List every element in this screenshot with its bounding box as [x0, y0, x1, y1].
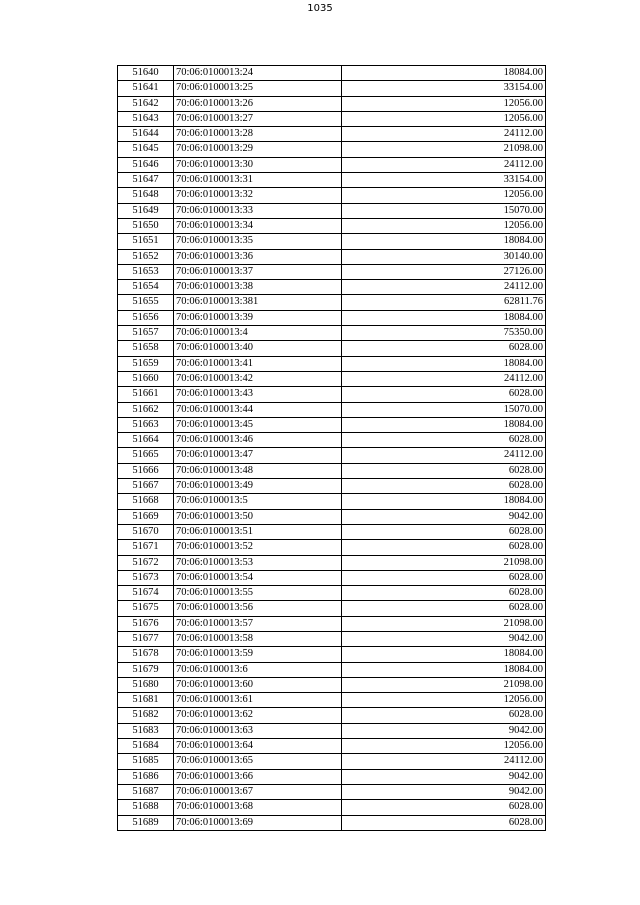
cadastral-number-cell: 70:06:0100013:53 [174, 555, 342, 570]
table-row [118, 800, 546, 815]
row-number-cell: 51674 [118, 586, 174, 601]
row-number-cell: 51667 [118, 479, 174, 494]
cadastral-number-cell: 70:06:0100013:69 [174, 815, 342, 830]
table-row [118, 555, 546, 570]
table-row [118, 142, 546, 157]
table-row [118, 509, 546, 524]
cadastral-number-cell: 70:06:0100013:34 [174, 218, 342, 233]
value-cell: 6028.00 [342, 341, 546, 356]
value-cell: 6028.00 [342, 463, 546, 478]
table-row [118, 295, 546, 310]
row-number-cell: 51653 [118, 264, 174, 279]
table-body [118, 66, 546, 831]
cadastral-number-cell: 70:06:0100013:30 [174, 157, 342, 172]
cadastral-number-cell: 70:06:0100013:66 [174, 769, 342, 784]
value-cell: 12056.00 [342, 188, 546, 203]
cadastral-number-cell: 70:06:0100013:36 [174, 249, 342, 264]
table-row [118, 157, 546, 172]
table-row [118, 310, 546, 325]
row-number-cell: 51676 [118, 616, 174, 631]
row-number-cell: 51656 [118, 310, 174, 325]
value-cell: 6028.00 [342, 800, 546, 815]
table-row [118, 601, 546, 616]
row-number-cell: 51648 [118, 188, 174, 203]
table-row [118, 631, 546, 646]
row-number-cell: 51650 [118, 218, 174, 233]
cadastral-number-cell: 70:06:0100013:41 [174, 356, 342, 371]
value-cell: 6028.00 [342, 815, 546, 830]
value-cell: 27126.00 [342, 264, 546, 279]
row-number-cell: 51647 [118, 173, 174, 188]
row-number-cell: 51641 [118, 81, 174, 96]
cadastral-number-cell: 70:06:0100013:40 [174, 341, 342, 356]
cadastral-number-cell: 70:06:0100013:49 [174, 479, 342, 494]
table-row [118, 66, 546, 81]
value-cell: 9042.00 [342, 723, 546, 738]
cadastral-number-cell: 70:06:0100013:4 [174, 326, 342, 341]
table-row [118, 524, 546, 539]
table-row [118, 479, 546, 494]
row-number-cell: 51689 [118, 815, 174, 830]
cadastral-number-cell: 70:06:0100013:54 [174, 570, 342, 585]
table-row [118, 586, 546, 601]
row-number-cell: 51652 [118, 249, 174, 264]
cadastral-number-cell: 70:06:0100013:6 [174, 662, 342, 677]
cadastral-number-cell: 70:06:0100013:50 [174, 509, 342, 524]
table-row [118, 677, 546, 692]
cadastral-value-table [117, 65, 546, 831]
table-row [118, 723, 546, 738]
table-row [118, 754, 546, 769]
page-number: 1035 [307, 3, 333, 14]
cadastral-number-cell: 70:06:0100013:42 [174, 371, 342, 386]
cadastral-number-cell: 70:06:0100013:58 [174, 631, 342, 646]
row-number-cell: 51679 [118, 662, 174, 677]
cadastral-number-cell: 70:06:0100013:29 [174, 142, 342, 157]
table-row [118, 371, 546, 386]
row-number-cell: 51672 [118, 555, 174, 570]
value-cell: 33154.00 [342, 81, 546, 96]
row-number-cell: 51675 [118, 601, 174, 616]
cadastral-number-cell: 70:06:0100013:381 [174, 295, 342, 310]
cadastral-number-cell: 70:06:0100013:61 [174, 693, 342, 708]
row-number-cell: 51683 [118, 723, 174, 738]
cadastral-number-cell: 70:06:0100013:64 [174, 739, 342, 754]
table-row [118, 570, 546, 585]
table-row [118, 326, 546, 341]
cadastral-number-cell: 70:06:0100013:55 [174, 586, 342, 601]
value-cell: 21098.00 [342, 677, 546, 692]
row-number-cell: 51655 [118, 295, 174, 310]
row-number-cell: 51673 [118, 570, 174, 585]
value-cell: 18084.00 [342, 234, 546, 249]
value-cell: 9042.00 [342, 631, 546, 646]
row-number-cell: 51669 [118, 509, 174, 524]
value-cell: 24112.00 [342, 157, 546, 172]
table-row [118, 341, 546, 356]
row-number-cell: 51671 [118, 540, 174, 555]
cadastral-number-cell: 70:06:0100013:37 [174, 264, 342, 279]
cadastral-number-cell: 70:06:0100013:24 [174, 66, 342, 81]
value-cell: 6028.00 [342, 524, 546, 539]
value-cell: 24112.00 [342, 448, 546, 463]
cadastral-number-cell: 70:06:0100013:38 [174, 280, 342, 295]
value-cell: 15070.00 [342, 402, 546, 417]
row-number-cell: 51668 [118, 494, 174, 509]
row-number-cell: 51665 [118, 448, 174, 463]
value-cell: 6028.00 [342, 433, 546, 448]
value-cell: 24112.00 [342, 371, 546, 386]
cadastral-number-cell: 70:06:0100013:25 [174, 81, 342, 96]
row-number-cell: 51640 [118, 66, 174, 81]
value-cell: 6028.00 [342, 708, 546, 723]
value-cell: 33154.00 [342, 173, 546, 188]
cadastral-number-cell: 70:06:0100013:44 [174, 402, 342, 417]
value-cell: 30140.00 [342, 249, 546, 264]
row-number-cell: 51659 [118, 356, 174, 371]
value-cell: 6028.00 [342, 479, 546, 494]
table-row [118, 417, 546, 432]
row-number-cell: 51661 [118, 387, 174, 402]
value-cell: 18084.00 [342, 310, 546, 325]
table-row [118, 662, 546, 677]
table-row [118, 264, 546, 279]
value-cell: 18084.00 [342, 356, 546, 371]
table-row [118, 387, 546, 402]
cadastral-number-cell: 70:06:0100013:45 [174, 417, 342, 432]
cadastral-number-cell: 70:06:0100013:51 [174, 524, 342, 539]
table-row [118, 647, 546, 662]
table-row [118, 218, 546, 233]
row-number-cell: 51644 [118, 127, 174, 142]
cadastral-number-cell: 70:06:0100013:68 [174, 800, 342, 815]
table-row [118, 739, 546, 754]
row-number-cell: 51685 [118, 754, 174, 769]
table-row [118, 234, 546, 249]
value-cell: 6028.00 [342, 601, 546, 616]
value-cell: 21098.00 [342, 616, 546, 631]
value-cell: 12056.00 [342, 111, 546, 126]
row-number-cell: 51666 [118, 463, 174, 478]
value-cell: 6028.00 [342, 586, 546, 601]
table-row [118, 616, 546, 631]
table-row [118, 708, 546, 723]
cadastral-number-cell: 70:06:0100013:35 [174, 234, 342, 249]
table-row [118, 173, 546, 188]
table-row [118, 494, 546, 509]
cadastral-number-cell: 70:06:0100013:59 [174, 647, 342, 662]
value-cell: 18084.00 [342, 647, 546, 662]
value-cell: 15070.00 [342, 203, 546, 218]
value-cell: 21098.00 [342, 142, 546, 157]
row-number-cell: 51670 [118, 524, 174, 539]
value-cell: 24112.00 [342, 754, 546, 769]
value-cell: 9042.00 [342, 509, 546, 524]
value-cell: 18084.00 [342, 662, 546, 677]
table-row [118, 448, 546, 463]
table-row [118, 433, 546, 448]
table-row [118, 81, 546, 96]
cadastral-number-cell: 70:06:0100013:47 [174, 448, 342, 463]
cadastral-number-cell: 70:06:0100013:63 [174, 723, 342, 738]
value-cell: 6028.00 [342, 540, 546, 555]
row-number-cell: 51662 [118, 402, 174, 417]
value-cell: 12056.00 [342, 218, 546, 233]
table-row [118, 127, 546, 142]
table-row [118, 188, 546, 203]
value-cell: 12056.00 [342, 739, 546, 754]
row-number-cell: 51654 [118, 280, 174, 295]
table-row [118, 784, 546, 799]
row-number-cell: 51646 [118, 157, 174, 172]
value-cell: 21098.00 [342, 555, 546, 570]
row-number-cell: 51678 [118, 647, 174, 662]
value-cell: 75350.00 [342, 326, 546, 341]
value-cell: 12056.00 [342, 693, 546, 708]
table-row [118, 540, 546, 555]
table-row [118, 463, 546, 478]
cadastral-number-cell: 70:06:0100013:52 [174, 540, 342, 555]
row-number-cell: 51682 [118, 708, 174, 723]
cadastral-number-cell: 70:06:0100013:27 [174, 111, 342, 126]
row-number-cell: 51688 [118, 800, 174, 815]
value-cell: 24112.00 [342, 127, 546, 142]
table-row [118, 249, 546, 264]
row-number-cell: 51658 [118, 341, 174, 356]
row-number-cell: 51664 [118, 433, 174, 448]
row-number-cell: 51651 [118, 234, 174, 249]
cadastral-number-cell: 70:06:0100013:33 [174, 203, 342, 218]
table-row [118, 769, 546, 784]
table-row [118, 280, 546, 295]
row-number-cell: 51681 [118, 693, 174, 708]
value-cell: 9042.00 [342, 784, 546, 799]
value-cell: 6028.00 [342, 570, 546, 585]
row-number-cell: 51687 [118, 784, 174, 799]
table-row [118, 356, 546, 371]
row-number-cell: 51649 [118, 203, 174, 218]
cadastral-number-cell: 70:06:0100013:62 [174, 708, 342, 723]
cadastral-number-cell: 70:06:0100013:32 [174, 188, 342, 203]
cadastral-number-cell: 70:06:0100013:28 [174, 127, 342, 142]
cadastral-number-cell: 70:06:0100013:60 [174, 677, 342, 692]
row-number-cell: 51657 [118, 326, 174, 341]
row-number-cell: 51686 [118, 769, 174, 784]
row-number-cell: 51663 [118, 417, 174, 432]
row-number-cell: 51660 [118, 371, 174, 386]
table-row [118, 815, 546, 830]
cadastral-number-cell: 70:06:0100013:5 [174, 494, 342, 509]
cadastral-number-cell: 70:06:0100013:67 [174, 784, 342, 799]
row-number-cell: 51643 [118, 111, 174, 126]
cadastral-number-cell: 70:06:0100013:65 [174, 754, 342, 769]
table-row [118, 203, 546, 218]
cadastral-number-cell: 70:06:0100013:26 [174, 96, 342, 111]
row-number-cell: 51642 [118, 96, 174, 111]
cadastral-number-cell: 70:06:0100013:46 [174, 433, 342, 448]
value-cell: 18084.00 [342, 66, 546, 81]
cadastral-number-cell: 70:06:0100013:39 [174, 310, 342, 325]
row-number-cell: 51680 [118, 677, 174, 692]
cadastral-number-cell: 70:06:0100013:56 [174, 601, 342, 616]
row-number-cell: 51677 [118, 631, 174, 646]
cadastral-number-cell: 70:06:0100013:43 [174, 387, 342, 402]
table-row [118, 693, 546, 708]
cadastral-number-cell: 70:06:0100013:57 [174, 616, 342, 631]
cadastral-number-cell: 70:06:0100013:48 [174, 463, 342, 478]
table-row [118, 111, 546, 126]
value-cell: 6028.00 [342, 387, 546, 402]
value-cell: 12056.00 [342, 96, 546, 111]
value-cell: 62811.76 [342, 295, 546, 310]
value-cell: 24112.00 [342, 280, 546, 295]
row-number-cell: 51645 [118, 142, 174, 157]
value-cell: 9042.00 [342, 769, 546, 784]
value-cell: 18084.00 [342, 494, 546, 509]
table-row [118, 402, 546, 417]
value-cell: 18084.00 [342, 417, 546, 432]
cadastral-number-cell: 70:06:0100013:31 [174, 173, 342, 188]
row-number-cell: 51684 [118, 739, 174, 754]
table-row [118, 96, 546, 111]
